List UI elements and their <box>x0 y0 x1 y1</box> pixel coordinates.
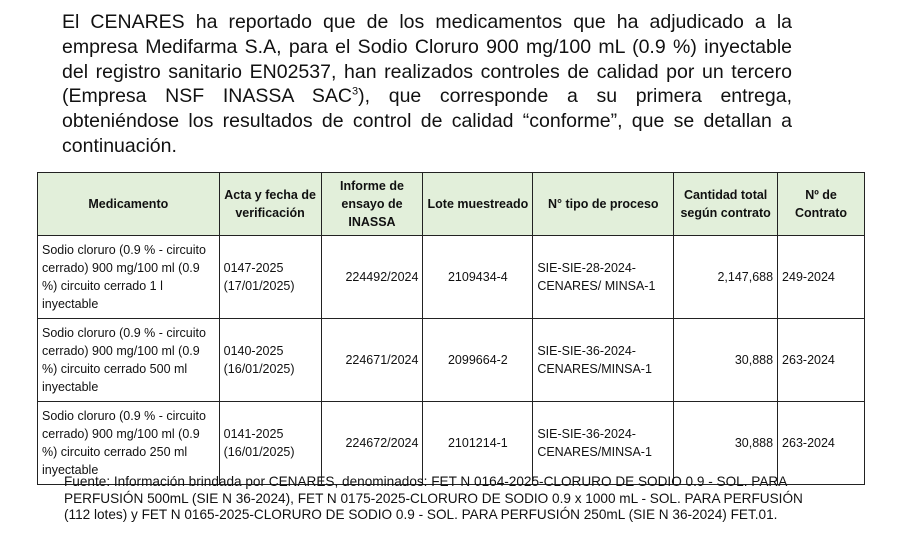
cell-acta: 0140-2025 (16/01/2025) <box>219 319 321 402</box>
cell-medicamento: Sodio cloruro (0.9 % - circuito cerrado) 900 mg/100 ml (0.9 %) circuito cerrado 500 ml inyectable <box>38 319 220 402</box>
cell-cantidad: 30,888 <box>674 402 778 485</box>
cell-informe: 224672/2024 <box>321 402 423 485</box>
source-footnote: Fuente: Información brindada por CENARES, denominados: FET N 0164-2025-CLORURO DE SODIO 0.9 - SOL. PARA PERFUSIÓN 500mL (SIE N 36-2024), FET N 0175-2025-CLORURO DE SODIO 0.9 x 1000 mL - SOL. PARA PERFUSIÓN (112 lotes) y FET N 0165-2025-CLORURO DE SODIO 0.9 - SOL. PARA PERFUSIÓN 250mL (SIE N 36-2024) FET.01. <box>64 474 803 522</box>
table-row <box>38 236 865 319</box>
footnote-ref: 3 <box>352 85 359 98</box>
cell-contrato: 249-2024 <box>778 236 865 319</box>
cell-lote: 2099664-2 <box>423 319 533 402</box>
header-cantidad: Cantidad total según contrato <box>674 173 778 236</box>
header-medicamento: Medicamento <box>38 173 220 236</box>
cell-proceso: SIE-SIE-28-2024-CENARES/ MINSA-1 <box>533 236 674 319</box>
table-row <box>38 402 865 485</box>
cell-cantidad: 30,888 <box>674 319 778 402</box>
cell-proceso: SIE-SIE-36-2024-CENARES/MINSA-1 <box>533 402 674 485</box>
header-lote: Lote muestreado <box>423 173 533 236</box>
quality-control-table <box>37 172 865 485</box>
cell-cantidad: 2,147,688 <box>674 236 778 319</box>
intro-paragraph <box>62 10 792 159</box>
cell-acta: 0141-2025 (16/01/2025) <box>219 402 321 485</box>
cell-medicamento: Sodio cloruro (0.9 % - circuito cerrado) 900 mg/100 ml (0.9 %) circuito cerrado 250 ml inyectable <box>38 402 220 485</box>
header-proceso: N° tipo de proceso <box>533 173 674 236</box>
cell-informe: 224492/2024 <box>321 236 423 319</box>
table-row <box>38 319 865 402</box>
table-header-row <box>38 173 865 236</box>
header-informe: Informe de ensayo de INASSA <box>321 173 423 236</box>
cell-lote: 2109434-4 <box>423 236 533 319</box>
cell-contrato: 263-2024 <box>778 402 865 485</box>
cell-lote: 2101214-1 <box>423 402 533 485</box>
cell-medicamento: Sodio cloruro (0.9 % - circuito cerrado) 900 mg/100 ml (0.9 %) circuito cerrado 1 l inyectable <box>38 236 220 319</box>
intro-text-end: ), que corresponde a su primera entrega, obteniéndose los resultados de control de calidad “conforme”, que se detallan a continuación. <box>62 85 792 157</box>
cell-contrato: 263-2024 <box>778 319 865 402</box>
cell-proceso: SIE-SIE-36-2024-CENARES/MINSA-1 <box>533 319 674 402</box>
cell-acta: 0147-2025 (17/01/2025) <box>219 236 321 319</box>
intro-text: El CENARES ha reportado que de los medicamentos que ha adjudicado a la empresa Medifarma S.A, para el Sodio Cloruro 900 mg/100 mL (0.9 %) inyectable del registro sanitario EN02537, han realizados controles de calidad por un tercero (Empresa NSF INASSA SAC <box>62 11 792 108</box>
cell-informe: 224671/2024 <box>321 319 423 402</box>
header-contrato: Nº de Contrato <box>778 173 865 236</box>
header-acta: Acta y fecha de verificación <box>219 173 321 236</box>
